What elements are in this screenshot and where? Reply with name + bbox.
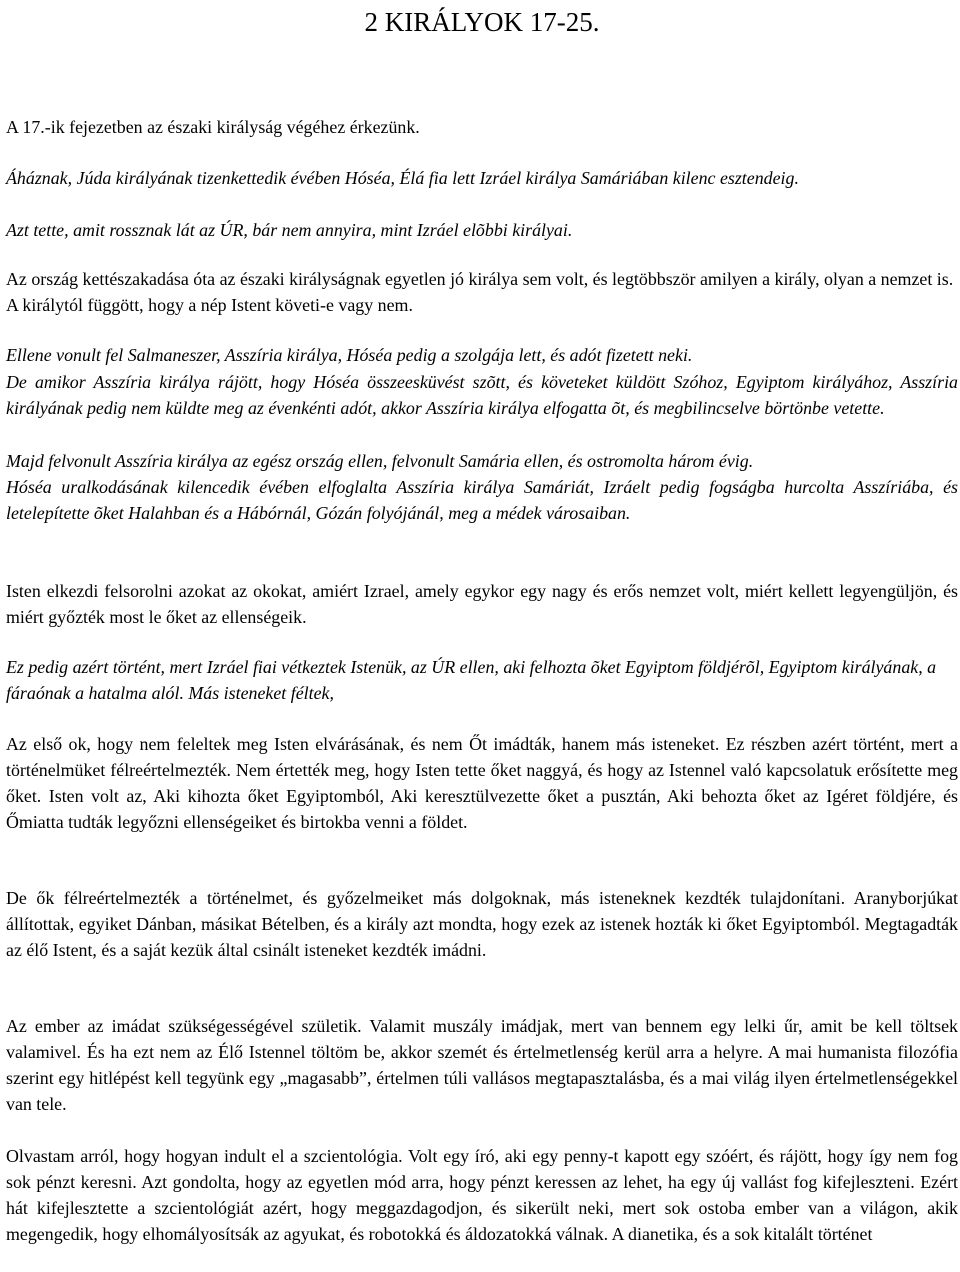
scripture-verse-2: Azt tette, amit rossznak lát az ÚR, bár nem annyira, mint Izráel elõbbi királyai. [6,220,573,240]
page-title: 2 KIRÁLYOK 17-25. [364,7,600,37]
scripture-verse-1: Áháznak, Júda királyának tizenkettedik évében Hóséa, Élá fia lett Izráel királya Samáriában kilenc esztendeig. [6,168,799,188]
scripture-verse-6: Hóséa uralkodásának kilencedik évében elfoglalta Asszíria királya Samáriát, Izráelt pedig fogságba hurcolta Asszíriába, és letelepítette õket Halahban és a Hábórnál, Gózán folyójánál, meg a médek városaiban. [6,477,958,523]
paragraph-intro: A 17.-ik fejezetben az északi királyság végéhez érkezünk. [6,117,420,137]
scripture-verse-3: Ellene vonult fel Salmaneszer, Asszíria királya, Hóséa pedig a szolgája lett, és adót fizetett neki. [6,345,693,365]
paragraph-scientology: Olvastam arról, hogy hogyan indult el a szcientológia. Volt egy író, aki egy penny-t kapott egy szóért, és rájött, hogy így nem fog sok pénzt keresni. Azt gondolta, hogy az egyetlen mód arra, hogy pénzt keressen az lehet, ha egy új vallást fog kifejleszteni. Ezért hát kifejlesztette a szcientológiát azért, hogy meggazdagodjon, és sikerült neki, mert sok ostoba ember van a világon, akik megengedik, hogy elhomályosítsák az agyukat, és robotokká és áldozatokká válnak. A dianetika, és a sok kitalált történet [6,1146,958,1244]
paragraph-reasons: Isten elkezdi felsorolni azokat az okokat, amiért Izrael, amely egykor egy nagy és erős nemzet volt, miért kellett legyengüljön, és miért győzték most le őket az ellenségeik. [6,581,958,627]
scripture-verse-4: De amikor Asszíria királya rájött, hogy Hóséa összeesküvést szõtt, és követeket küldött Szóhoz, Egyiptom királyához, Asszíria királyának pedig nem küldte meg az évenkénti adót, akkor Asszíria királya elfogatta õt, és megbilincselve börtönbe vetette. [6,372,958,418]
scripture-verse-7: Ez pedig azért történt, mert Izráel fiai vétkeztek Istenük, az ÚR ellen, aki felhozta õket Egyiptom földjérõl, Egyiptom királyának, a fáraónak a hatalma alól. Más isteneket féltek, [6,657,937,703]
paragraph-misinterpretation: De ők félreértelmezték a történelmet, és győzelmeiket más dolgoknak, más isteneknek kezdték tulajdonítani. Aranyborjúkat állítottak, egyiket Dánban, másikat Bételben, és a király azt mondta, hogy ezek az istenek hozták ki őket Egyiptomból. Megtagadták az élő Istent, és a saját kezük által csinált isteneket kezdték imádni. [6,888,958,960]
paragraph-first-reason: Az első ok, hogy nem feleltek meg Isten elvárásának, és nem Őt imádták, hanem más isteneket. Ez részben azért történt, mert a történelmüket félreértelmezték. Nem értették meg, hogy Isten tette őket naggyá, és hogy az Istennel való kapcsolatuk erősítette meg őket. Isten volt az, Aki kihozta őket Egyiptomból, Aki keresztülvezette őket a pusztán, Aki behozta őket az Igéret földjére, és Őmiatta tudták legyőzni ellenségeiket és birtokba venni a földet. [6,734,958,832]
scripture-verse-5: Majd felvonult Asszíria királya az egész ország ellen, felvonult Samária ellen, és ostromolta három évig. [6,451,754,471]
paragraph-kingdom: Az ország kettészakadása óta az északi királyságnak egyetlen jó királya sem volt, és legtöbbször amilyen a király, olyan a nemzet is. A királytól függött, hogy a nép Istent követi-e vagy nem. [6,269,954,315]
paragraph-worship: Az ember az imádat szükségességével születik. Valamit muszály imádjak, mert van bennem egy lelki űr, amit be kell töltsek valamivel. És ha ezt nem az Élő Istennel töltöm be, akkor szemét és értelmetlenség kerül arra a helyre. A mai humanista filozófia szerint egy hitlépést kell tegyünk egy „magasabb”, értelmen túli vallásos megtapasztalásba, és a mai világ ilyen értelmetlenségekkel van tele. [6,1016,958,1114]
